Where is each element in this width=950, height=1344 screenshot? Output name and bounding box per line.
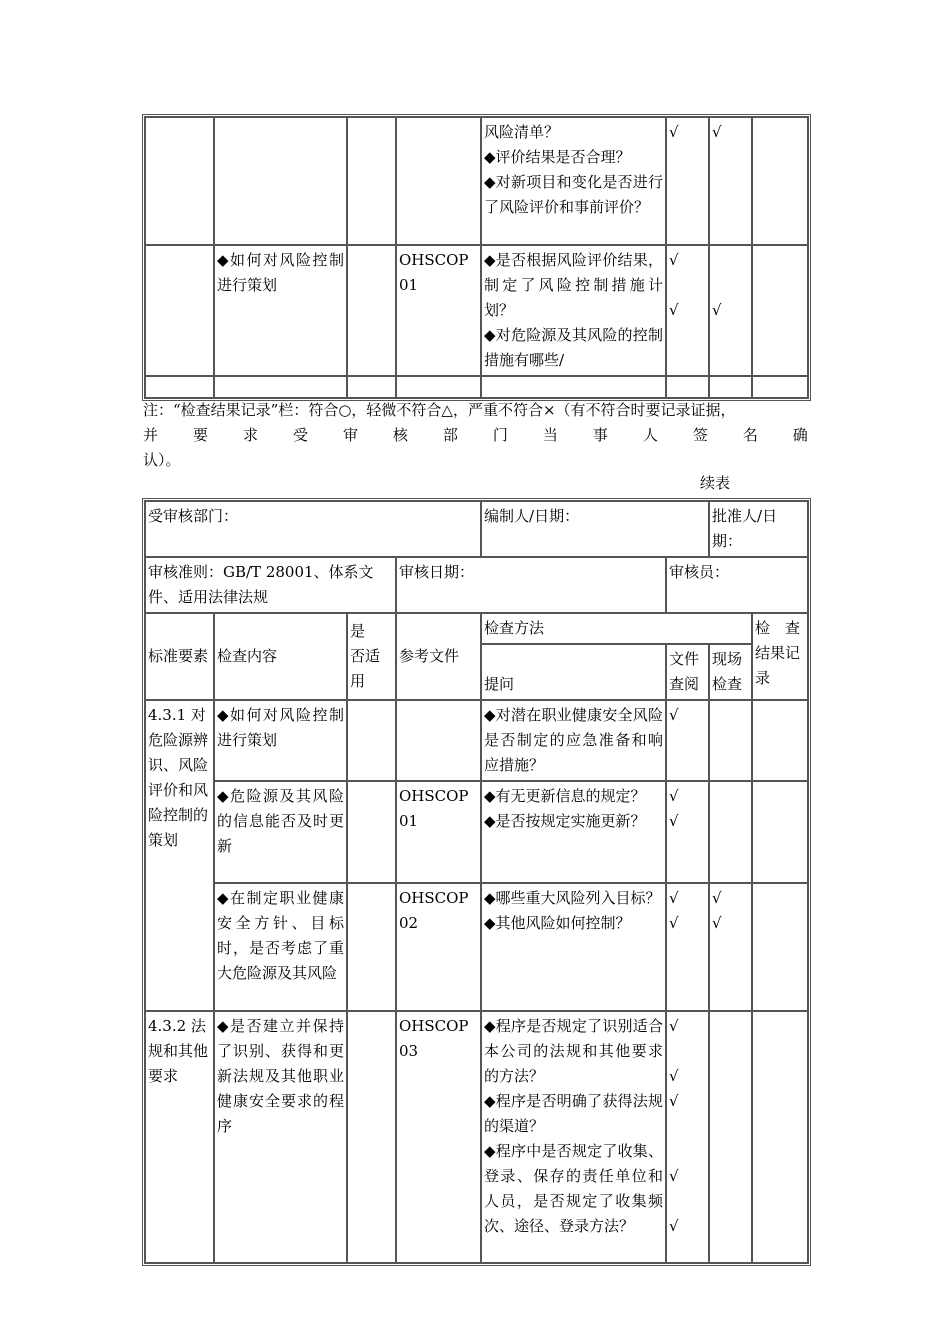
header-row <box>145 501 808 557</box>
check-mark: √ <box>669 1092 679 1110</box>
empty-cell <box>347 376 396 398</box>
empty-cell <box>214 376 347 398</box>
question-item: ◆是否根据风险评价结果，制定了风险控制措施计划？ <box>484 251 663 319</box>
check-mark: √ <box>669 1217 679 1235</box>
footnote-char: 名 <box>742 426 758 444</box>
site-check-cell <box>709 781 752 883</box>
result-cell <box>752 781 808 883</box>
check-mark: √ <box>712 301 722 319</box>
auditor-cell: 审核员： <box>666 557 808 613</box>
column-header-row <box>145 613 808 644</box>
check-mark: √ <box>669 914 679 932</box>
column-header-method: 检查方法 <box>481 613 752 644</box>
document-check-cell <box>666 883 709 1011</box>
footnote-char: 求 <box>242 426 258 444</box>
question-cell <box>481 781 666 883</box>
reference-cell: OHSCOP02 <box>396 883 481 1011</box>
result-cell <box>752 1011 808 1263</box>
document-check-cell <box>666 1011 709 1263</box>
editor-date-cell: 编制人/日期： <box>481 501 709 557</box>
empty-cell <box>666 376 709 398</box>
question-cell <box>481 117 666 245</box>
footnote-line: 认）。 <box>143 451 181 469</box>
content-cell: ◆如何对风险控制进行策划 <box>214 245 347 376</box>
content-cell: ◆在制定职业健康安全方针、目标时，是否考虑了重大危险源及其风险 <box>214 883 347 1011</box>
footnote-char: 并 <box>143 426 159 444</box>
element-cell <box>145 117 214 245</box>
column-header-applicable: 是 否适用 <box>347 613 396 700</box>
document-check-cell <box>666 117 709 245</box>
content-cell: ◆是否建立并保持了识别、获得和更新法规及其他职业健康安全要求的程序 <box>214 1011 347 1263</box>
question-item: 风险清单？ <box>484 123 560 141</box>
applicable-cell <box>347 700 396 781</box>
reference-cell: OHSCOP01 <box>396 245 481 376</box>
check-mark: √ <box>669 251 679 269</box>
check-mark <box>669 1039 706 1064</box>
check-mark <box>669 1189 706 1214</box>
top-checklist-table <box>142 114 811 401</box>
footnote-char: 核 <box>392 426 408 444</box>
question-item: ◆评价结果是否合理？ <box>484 148 631 166</box>
column-header-question: 提问 <box>481 644 666 700</box>
check-mark <box>712 273 749 298</box>
check-mark: √ <box>712 123 722 141</box>
question-item: ◆程序是否明确了获得法规的渠道？ <box>484 1092 664 1135</box>
footnote-char: 签 <box>692 426 708 444</box>
document-check-cell <box>666 245 709 376</box>
site-check-cell <box>709 883 752 1011</box>
result-cell <box>752 883 808 1011</box>
applicable-cell <box>347 781 396 883</box>
question-item: ◆对新项目和变化是否进行了风险评价和事前评价？ <box>484 173 663 216</box>
site-check-cell <box>709 700 752 781</box>
check-mark: √ <box>669 1017 679 1035</box>
site-check-cell <box>709 245 752 376</box>
continued-label: 续表 <box>700 474 731 492</box>
footnote-char: 审 <box>342 426 358 444</box>
check-mark: √ <box>669 1067 679 1085</box>
document-check-cell <box>666 781 709 883</box>
question-item: ◆有无更新信息的规定？ <box>484 787 646 805</box>
column-header-result: 检 查结果记录 <box>752 613 808 700</box>
reference-cell <box>396 700 481 781</box>
empty-cell <box>396 376 481 398</box>
question-item: ◆是否按规定实施更新？ <box>484 812 646 830</box>
question-item: ◆哪些重大风险列入目标？ <box>484 889 661 907</box>
table-row <box>145 883 808 1011</box>
check-mark: √ <box>669 301 679 319</box>
check-mark <box>669 273 706 298</box>
question-item: ◆对危险源及其风险的控制措施有哪些/ <box>484 326 663 369</box>
check-mark: √ <box>669 1167 679 1185</box>
footnote-char: 事 <box>592 426 608 444</box>
check-mark <box>712 248 749 273</box>
check-mark: √ <box>669 889 679 907</box>
check-mark: √ <box>669 123 679 141</box>
check-mark: √ <box>669 706 679 724</box>
footnote-line-spread <box>143 423 808 448</box>
result-cell <box>752 117 808 245</box>
table-row <box>145 700 808 781</box>
column-header-site: 现场检查 <box>709 644 752 700</box>
check-mark: √ <box>669 812 679 830</box>
question-cell <box>481 1011 666 1263</box>
audit-date-cell: 审核日期： <box>396 557 666 613</box>
criteria-cell: 审核准则：GB/T 28001、体系文件、适用法律法规 <box>145 557 396 613</box>
column-header-document: 文件查阅 <box>666 644 709 700</box>
empty-cell <box>709 376 752 398</box>
table-row <box>145 117 808 245</box>
column-header-content: 检查内容 <box>214 613 347 700</box>
footnote-char: 部 <box>442 426 458 444</box>
empty-cell <box>752 376 808 398</box>
element-cell <box>145 245 214 376</box>
applicable-cell <box>347 117 396 245</box>
audit-checklist-table <box>142 498 811 1266</box>
question-item: ◆对潜在职业健康安全风险是否制定的应急准备和响应措施？ <box>484 706 664 774</box>
audited-dept-cell: 受审核部门： <box>145 501 481 557</box>
table-row <box>145 1011 808 1263</box>
question-cell <box>481 245 666 376</box>
result-cell <box>752 700 808 781</box>
table-row <box>145 245 808 376</box>
footnote-char: 要 <box>192 426 208 444</box>
applicable-cell <box>347 1011 396 1263</box>
footnote-char: 受 <box>292 426 308 444</box>
reference-cell <box>396 117 481 245</box>
column-header-reference: 参考文件 <box>396 613 481 700</box>
applicable-cell <box>347 883 396 1011</box>
reference-cell: OHSCOP03 <box>396 1011 481 1263</box>
footnote-line: 注：“检查结果记录”栏：符合○，轻微不符合△，严重不符合×（有不符合时要记录证据， <box>143 401 736 419</box>
footnote <box>143 398 808 473</box>
footnote-char: 门 <box>492 426 508 444</box>
check-mark <box>669 1139 706 1164</box>
question-cell <box>481 700 666 781</box>
empty-cell <box>145 376 214 398</box>
footnote-char: 确 <box>792 426 808 444</box>
content-cell <box>214 117 347 245</box>
question-cell <box>481 883 666 1011</box>
element-cell: 4.3.2 法规和其他要求 <box>145 1011 214 1263</box>
result-cell <box>752 245 808 376</box>
applicable-cell <box>347 245 396 376</box>
column-header-element: 标准要素 <box>145 613 214 700</box>
footnote-char: 人 <box>642 426 658 444</box>
check-mark: √ <box>712 889 722 907</box>
question-item: ◆其他风险如何控制？ <box>484 914 631 932</box>
check-mark: √ <box>669 787 679 805</box>
check-mark: √ <box>712 914 722 932</box>
footnote-char: 当 <box>542 426 558 444</box>
content-cell: ◆如何对风险控制进行策划 <box>214 700 347 781</box>
document-check-cell <box>666 700 709 781</box>
site-check-cell <box>709 117 752 245</box>
content-cell: ◆危险源及其风险的信息能否及时更新 <box>214 781 347 883</box>
element-cell: 4.3.1 对危险源辨识、风险评价和风险控制的策划 <box>145 700 214 1011</box>
reference-cell: OHSCOP01 <box>396 781 481 883</box>
table-row <box>145 781 808 883</box>
header-row <box>145 557 808 613</box>
approver-date-cell: 批准人/日期： <box>709 501 808 557</box>
check-mark <box>669 1114 706 1139</box>
question-item: ◆程序中是否规定了收集、登录、保存的责任单位和人员，是否规定了收集频次、途径、登录方法？ <box>484 1142 664 1235</box>
empty-cell <box>481 376 666 398</box>
question-item: ◆程序是否规定了识别适合本公司的法规和其他要求的方法？ <box>484 1017 664 1085</box>
table-row <box>145 376 808 398</box>
site-check-cell <box>709 1011 752 1263</box>
